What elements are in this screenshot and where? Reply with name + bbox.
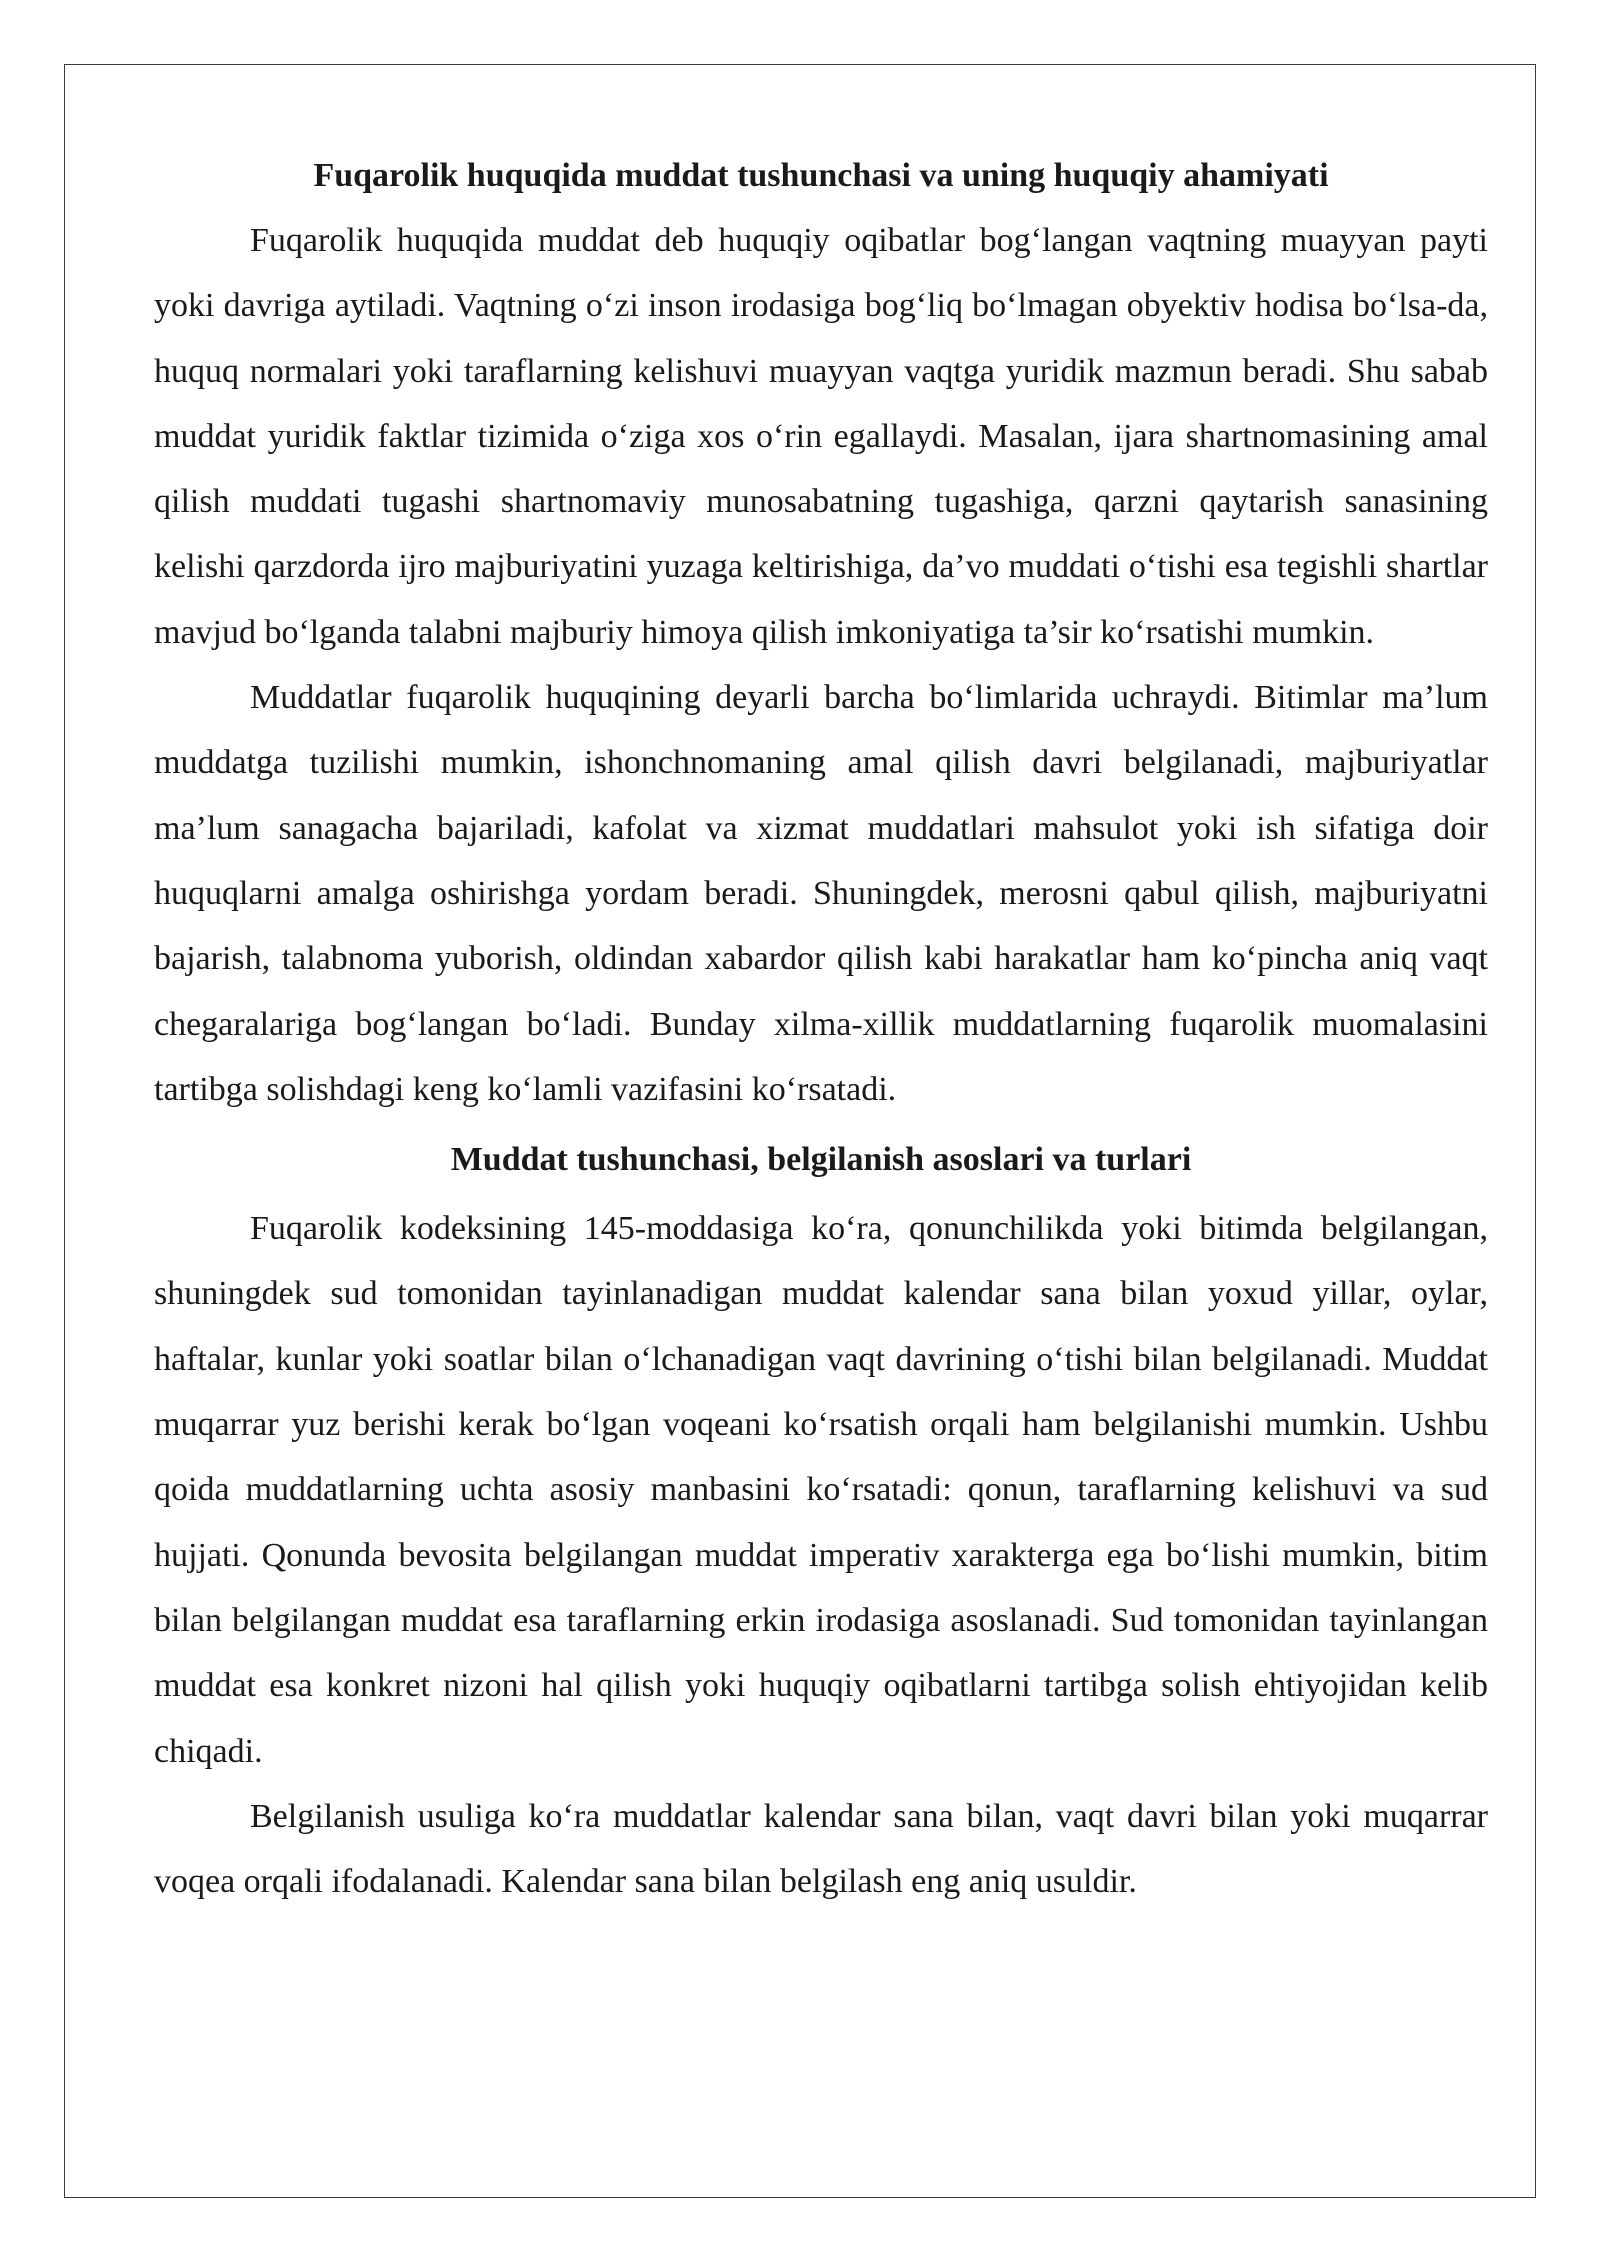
main-heading: Fuqarolik huquqida muddat tushunchasi va uning huquqiy ahamiyati [313, 157, 1329, 194]
paragraph-2: Muddatlar fuqarolik huquqining deyarli barcha bo‘limlarida uchraydi. Bitimlar ma’lum muddatga tuzilishi mumkin, ishonchnomaning amal qilish davri belgilanadi, majburiyatlar ma’lum sanagacha bajariladi, kafolat va xizmat muddatlari mahsulot yoki ish sifatiga doir huquqlarni amalga oshirishga yordam beradi. Shuningdek, merosni qabul qilish, majburiyatni bajarish, talabnoma yuborish, oldindan xabardor qilish kabi harakatlar ham ko‘pincha aniq vaqt chegaralariga bog‘langan bo‘ladi. Bunday xilma-xillik muddatlarning fuqarolik muomalasini tartibga solishdagi keng ko‘lamli vazifasini ko‘rsatadi. [154, 679, 1488, 1108]
document-body [154, 148, 1488, 1914]
paragraph-4: Belgilanish usuliga ko‘ra muddatlar kalendar sana bilan, vaqt davri bilan yoki muqarrar voqea orqali ifodalanadi. Kalendar sana bilan belgilash eng aniq usuldir. [154, 1797, 1488, 1901]
section-heading: Muddat tushunchasi, belgilanish asoslari va turlari [450, 1141, 1192, 1179]
paragraph-3: Fuqarolik kodeksining 145-moddasiga ko‘ra, qonunchilikda yoki bitimda belgilangan, shuningdek sud tomonidan tayinlanadigan muddat kalendar sana bilan yoxud yillar, oylar, haftalar, kunlar yoki soatlar bilan o‘lchanadigan vaqt davrining o‘tishi bilan belgilanadi. Muddat muqarrar yuz berishi kerak bo‘lgan voqeani ko‘rsatish orqali ham belgilanishi mumkin. Ushbu qoida muddatlarning uchta asosiy manbasini ko‘rsatadi: qonun, taraflarning kelishuvi va sud hujjati. Qonunda bevosita belgilangan muddat imperativ xarakterga ega bo‘lishi mumkin, bitim bilan belgilangan muddat esa taraflarning erkin irodasiga asoslanadi. Sud tomonidan tayinlangan muddat esa konkret nizoni hal qilish yoki huquqiy oqibatlarni tartibga solish ehtiyojidan kelib chiqadi. [154, 1210, 1488, 1770]
paragraph-1: Fuqarolik huquqida muddat deb huquqiy oqibatlar bog‘langan vaqtning muayyan payti yoki davriga aytiladi. Vaqtning o‘zi inson irodasiga bog‘liq bo‘lmagan obyektiv hodisa bo‘lsa-da, huquq normalari yoki taraflarning kelishuvi muayyan vaqtga yuridik mazmun beradi. Shu sabab muddat yuridik faktlar tizimida o‘ziga xos o‘rin egallaydi. Masalan, ijara shartnomasining amal qilish muddati tugashi shartnomaviy munosabatning tugashiga, qarzni qaytarish sanasining kelishi qarzdorda ijro majburiyatini yuzaga keltirishiga, da’vo muddati o‘tishi esa tegishli shartlar mavjud bo‘lganda talabni majburiy himoya qilish imkoniyatiga ta’sir ko‘rsatishi mumkin. [154, 222, 1488, 651]
